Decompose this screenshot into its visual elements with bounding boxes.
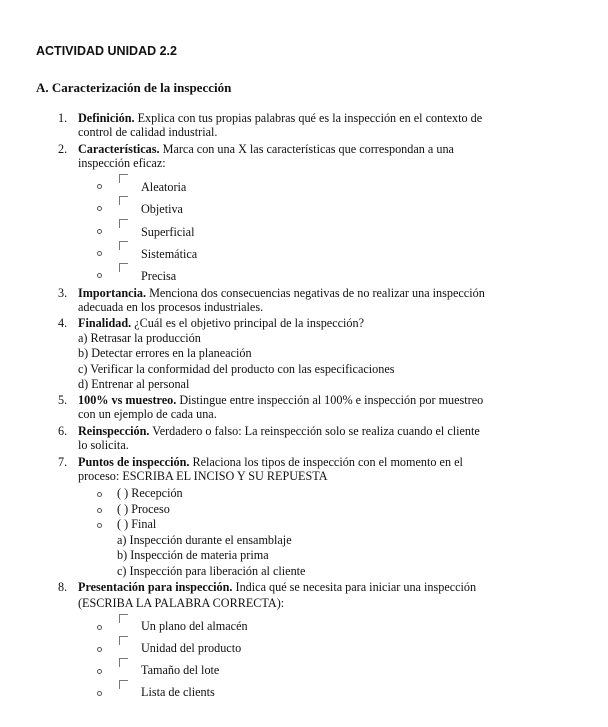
q4-choice-c: c) Verificar la conformidad del producto con las especificaciones xyxy=(78,362,395,376)
bullet-icon xyxy=(97,273,102,278)
option-label: Aleatoria xyxy=(141,180,187,194)
option-label: Sistemática xyxy=(141,247,198,261)
q5-text xyxy=(78,393,483,407)
q7-text xyxy=(78,455,463,469)
q6-text xyxy=(78,424,480,438)
bullet-icon xyxy=(97,206,102,211)
bullet-icon xyxy=(97,523,102,528)
checkbox-plano-almacen[interactable] xyxy=(119,614,128,623)
q4-choice-a: a) Retrasar la producción xyxy=(78,331,201,345)
q1-label: Definición. xyxy=(78,111,135,125)
bullet-icon xyxy=(97,492,102,497)
q8-prompt: Indica qué se necesita para iniciar una inspección xyxy=(232,580,477,594)
option-label: Un plano del almacén xyxy=(141,619,248,633)
bullet-icon xyxy=(97,625,102,630)
q5-prompt: Distingue entre inspección al 100% e inspección por muestreo xyxy=(176,393,484,407)
q7-choice-c: c) Inspección para liberación al cliente xyxy=(117,564,306,578)
q5-text-line2: con un ejemplo de cada una. xyxy=(78,407,217,421)
option-label: Unidad del producto xyxy=(141,641,242,655)
checkbox-objetiva[interactable] xyxy=(119,196,128,205)
q7-text-line2: proceso: ESCRIBA EL INCISO Y SU REPUESTA xyxy=(78,469,328,483)
q3-prompt: Menciona dos consecuencias negativas de no realizar una inspección xyxy=(146,286,485,300)
q1-prompt: Explica con tus propias palabras qué es la inspección en el contexto de xyxy=(134,111,483,125)
q7-prompt: Relaciona los tipos de inspección con el momento en el xyxy=(189,455,463,469)
q2-label: Características. xyxy=(78,142,160,156)
q4-choice-d: d) Entrenar al personal xyxy=(78,377,190,391)
q6-label: Reinspección. xyxy=(78,424,150,438)
q3-text-line2: adecuada en los procesos industriales. xyxy=(78,300,264,314)
q7-choice-a: a) Inspección durante el ensamblaje xyxy=(117,533,292,547)
q7-label: Puntos de inspección. xyxy=(78,455,190,469)
q7-item-proceso: ( ) Proceso xyxy=(117,502,170,516)
checkbox-lista-clients[interactable] xyxy=(119,680,128,689)
q2-text xyxy=(78,142,454,156)
q3-text xyxy=(78,286,485,300)
q8-label: Presentación para inspección. xyxy=(78,580,233,594)
q3-number: 3. xyxy=(58,286,68,300)
q8-text xyxy=(78,580,476,594)
q1-text-line2: control de calidad industrial. xyxy=(78,125,218,139)
q4-label: Finalidad. xyxy=(78,316,132,330)
q4-text xyxy=(78,316,364,330)
checkbox-aleatoria[interactable] xyxy=(119,174,128,183)
q5-number: 5. xyxy=(58,393,68,407)
checkbox-tamano-lote[interactable] xyxy=(119,658,128,667)
option-label: Lista de clients xyxy=(141,685,215,699)
checkbox-superficial[interactable] xyxy=(119,219,128,228)
q4-prompt: ¿Cuál es el objetivo principal de la inspección? xyxy=(131,316,365,330)
checkbox-unidad-producto[interactable] xyxy=(119,636,128,645)
bullet-icon xyxy=(97,508,102,513)
q7-item-final: ( ) Final xyxy=(117,517,157,531)
bullet-icon xyxy=(97,647,102,652)
q4-number: 4. xyxy=(58,316,68,330)
page-title: ACTIVIDAD UNIDAD 2.2 xyxy=(36,44,177,58)
q6-text-line2: lo solicita. xyxy=(78,438,129,452)
option-label: Tamaño del lote xyxy=(141,663,220,677)
option-label: Precisa xyxy=(141,269,177,283)
q2-text-line2: inspección eficaz: xyxy=(78,156,166,170)
bullet-icon xyxy=(97,691,102,696)
bullet-icon xyxy=(97,251,102,256)
bullet-icon xyxy=(97,669,102,674)
bullet-icon xyxy=(97,184,102,189)
q8-text-line2: (ESCRIBA LA PALABRA CORRECTA): xyxy=(78,596,285,610)
section-heading: A. Caracterización de la inspección xyxy=(36,80,232,95)
q7-item-recepcion: ( ) Recepción xyxy=(117,486,183,500)
q1-text xyxy=(78,111,482,125)
q7-choice-b: b) Inspección de materia prima xyxy=(117,548,269,562)
q4-choice-b: b) Detectar errores en la planeación xyxy=(78,346,252,360)
q5-label: 100% vs muestreo. xyxy=(78,393,177,407)
q6-prompt: Verdadero o falso: La reinspección solo se realiza cuando el cliente xyxy=(149,424,480,438)
q3-label: Importancia. xyxy=(78,286,147,300)
q7-number: 7. xyxy=(58,455,68,469)
q8-number: 8. xyxy=(58,580,68,594)
q1-number: 1. xyxy=(58,111,68,125)
option-label: Superficial xyxy=(141,225,195,239)
q2-prompt: Marca con una X las características que correspondan a una xyxy=(159,142,454,156)
q6-number: 6. xyxy=(58,424,68,438)
checkbox-sistematica[interactable] xyxy=(119,241,128,250)
option-label: Objetiva xyxy=(141,202,183,216)
checkbox-precisa[interactable] xyxy=(119,263,128,272)
q2-number: 2. xyxy=(58,142,68,156)
bullet-icon xyxy=(97,229,102,234)
